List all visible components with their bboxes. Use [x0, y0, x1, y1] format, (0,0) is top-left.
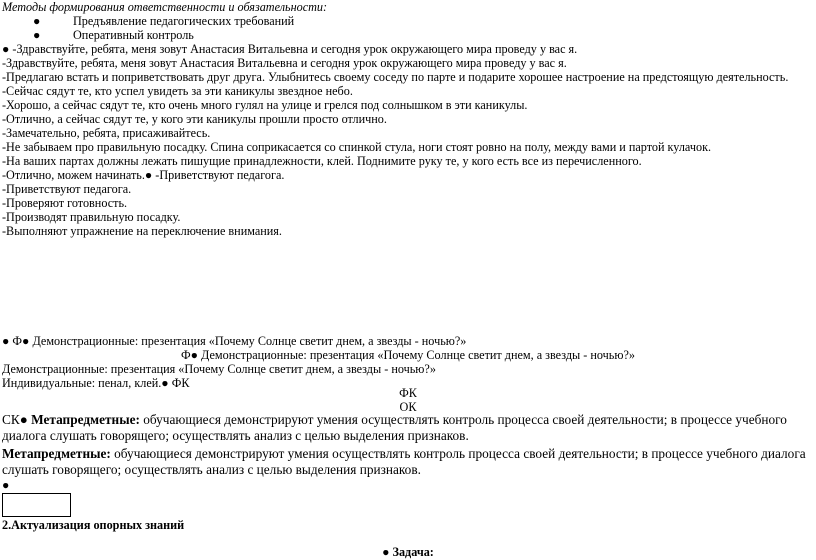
meta-label: Метапредметные:	[31, 412, 140, 427]
ok-label: ОК	[399, 400, 417, 414]
bullet-icon: ●	[33, 14, 41, 28]
meta-paragraph-1	[2, 412, 814, 444]
text-line: -Сейчас сядут те, кто успел увидеть за эти каникулы звездное небо.	[2, 84, 353, 98]
text-line: -Хорошо, а сейчас сядут те, кто очень много гулял на улице и грелся под солнышком в эти каникулы.	[2, 98, 528, 112]
text-line: -Производят правильную посадку.	[2, 210, 181, 224]
task-label: ● Задача:	[382, 545, 434, 559]
meta-text: обучающиеся демонстрируют умения осуществлять контроль процесса своей деятельности; в процессе учебного диалога слушать говорящего; осуществлять анализ с целью выделения признаков.	[2, 446, 806, 477]
bullet-icon: ●	[33, 28, 41, 42]
text-line: ● -Здравствуйте, ребята, меня зовут Анастасия Витальевна и сегодня урок окружающего мира проведу у вас я.	[2, 42, 578, 56]
text-line: -Проверяют готовность.	[2, 196, 128, 210]
methods-item	[33, 14, 294, 28]
empty-box	[2, 493, 71, 517]
text-line: -Здравствуйте, ребята, меня зовут Анастасия Витальевна и сегодня урок окружающего мира проведу у вас я.	[2, 56, 567, 70]
methods-item	[33, 28, 194, 42]
individual-line: Индивидуальные: пенал, клей.● ФК	[2, 376, 190, 390]
methods-item-text: Оперативный контроль	[73, 28, 194, 42]
text-line: -Предлагаю встать и поприветствовать друг друга. Улыбнитесь своему соседу по парте и подарите хорошее настроение на предстоящую деятельность.	[2, 70, 789, 84]
fk-label: ФК	[399, 386, 417, 400]
demo-line: Демонстрационные: презентация «Почему Солнце светит днем, а звезды - ночью?»	[2, 362, 436, 376]
meta-paragraph-2	[2, 446, 814, 478]
meta-text: обучающиеся демонстрируют умения осуществлять контроль процесса своей деятельности; в процессе учебного диалога слушать говорящего; осуществлять анализ с целью выделения признаков.	[2, 412, 787, 443]
methods-title: Методы формирования ответственности и обязательности:	[2, 0, 328, 14]
text-line: -Не забываем про правильную посадку. Спина соприкасается со спинкой стула, ноги стоят ровно на полу, между вами и партой кулачок.	[2, 140, 712, 154]
text-line: -Отлично, а сейчас сядут те, у кого эти каникулы прошли просто отлично.	[2, 112, 387, 126]
text-line: -Выполняют упражнение на переключение внимания.	[2, 224, 282, 238]
demo-line-centered: Ф● Демонстрационные: презентация «Почему Солнце светит днем, а звезды - ночью?»	[181, 348, 635, 362]
meta-prefix: СК●	[2, 412, 32, 427]
text-line: -Приветствуют педагога.	[2, 182, 132, 196]
text-line: -Замечательно, ребята, присаживайтесь.	[2, 126, 211, 140]
meta-label: Метапредметные:	[2, 446, 111, 461]
text-line: -Отлично, можем начинать.● -Приветствуют педагога.	[2, 168, 285, 182]
bullet-icon: ●	[2, 478, 10, 492]
methods-item-text: Предъявление педагогических требований	[73, 14, 295, 28]
section-heading: 2.Актуализация опорных знаний	[2, 518, 185, 532]
text-line: -На ваших партах должны лежать пишущие принадлежности, клей. Поднимите руку те, у кого есть все из перечисленного.	[2, 154, 642, 168]
demo-line: ● Ф● Демонстрационные: презентация «Почему Солнце светит днем, а звезды - ночью?»	[2, 334, 467, 348]
